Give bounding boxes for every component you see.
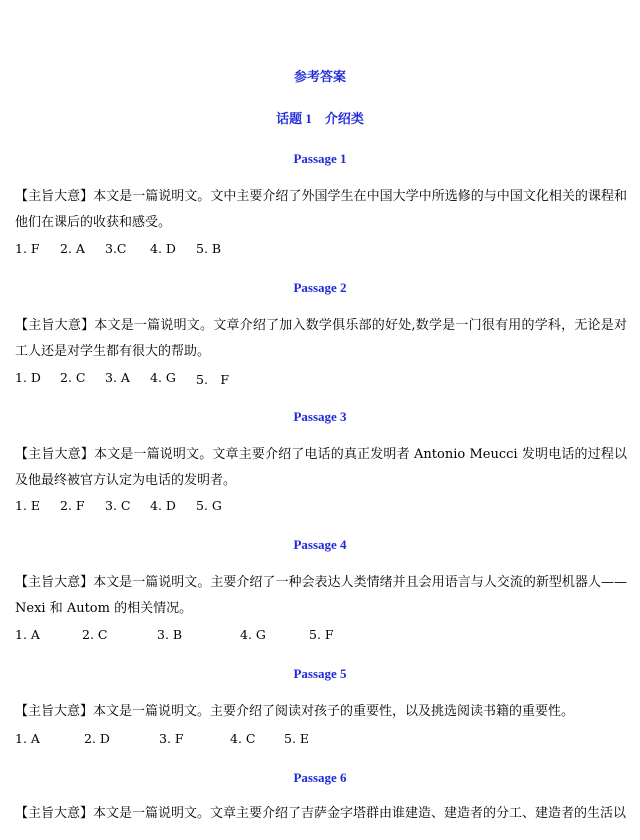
passage-4-heading: Passage 4 <box>293 537 347 552</box>
passage-4-summary <box>15 570 627 622</box>
passage-6-summary <box>15 801 627 827</box>
passage-3-summary <box>15 442 627 494</box>
answer-item: 1. A <box>15 627 40 642</box>
answer-item: 2. C <box>82 627 108 642</box>
answer-item: 2. F <box>60 498 85 513</box>
passage-1-summary <box>15 184 627 236</box>
summary-text: 本文是一篇说明文。文章介绍了加入数学俱乐部的好处,数学是一门很有用的学科，无论是对工人还是对学生都有很大的帮助。 <box>15 318 627 359</box>
answer-item: 5. G <box>196 498 222 513</box>
topic-heading: 话题 1 介绍类 <box>276 111 364 126</box>
passage-1-heading: Passage 1 <box>293 151 347 166</box>
answer-item: 2. D <box>84 731 110 746</box>
answer-item: 5. F <box>309 627 334 642</box>
passage-4-answers <box>15 627 627 645</box>
answer-item: 4. D <box>150 241 176 256</box>
summary-text: 本文是一篇说明文。主要介绍了一种会表达人类情绪并且会用语言与人交流的新型机器人——Nexi 和 Autom 的相关情况。 <box>15 575 627 616</box>
passage-5-heading: Passage 5 <box>293 666 347 681</box>
summary-text: 本文是一篇说明文。文章主要介绍了电话的真正发明者 Antonio Meucci 发明电话的过程以及他最终被官方认定为电话的发明者。 <box>15 447 627 488</box>
document-title: 参考答案 <box>293 69 346 84</box>
summary-tag: 【主旨大意】 <box>15 447 94 462</box>
passage-5-answers <box>15 731 627 749</box>
summary-tag: 【主旨大意】 <box>15 806 94 821</box>
passage-2-summary <box>15 313 627 365</box>
summary-tag: 【主旨大意】 <box>15 704 94 719</box>
answer-item: 4. D <box>150 498 176 513</box>
answer-item: 4. G <box>150 370 176 385</box>
summary-text: 本文是一篇说明文。文中主要介绍了外国学生在中国大学中所选修的与中国文化相关的课程和他们在课后的收获和感受。 <box>15 189 627 230</box>
answer-item: 1. D <box>15 370 41 385</box>
summary-text: 本文是一篇说明文。文章主要介绍了吉萨金字塔群由谁建造、建造者的分工、建造者的生活以 <box>93 806 627 821</box>
passage-1-answers <box>15 241 627 259</box>
answer-item: 5. B <box>196 241 222 256</box>
answer-item: 1. E <box>15 498 41 513</box>
answer-item: 3. A <box>105 370 130 385</box>
answer-item: 2. C <box>60 370 86 385</box>
passage-6-heading: Passage 6 <box>293 770 347 785</box>
summary-text: 本文是一篇说明文。主要介绍了阅读对孩子的重要性，以及挑选阅读书籍的重要性。 <box>93 704 575 719</box>
answer-item: 4. C <box>230 731 256 746</box>
answer-item: 3. B <box>157 627 183 642</box>
passage-2-answers <box>15 370 627 388</box>
answer-item: 3.C <box>105 241 127 256</box>
passage-5-summary <box>15 699 627 725</box>
answer-item: 4. G <box>240 627 266 642</box>
passage-2-heading: Passage 2 <box>293 280 347 295</box>
passage-3-heading: Passage 3 <box>293 409 347 424</box>
answer-item: 5. F <box>196 372 230 387</box>
summary-tag: 【主旨大意】 <box>15 189 94 204</box>
answer-item: 2. A <box>60 241 85 256</box>
passage-3-answers <box>15 498 627 516</box>
summary-tag: 【主旨大意】 <box>15 318 95 333</box>
summary-tag: 【主旨大意】 <box>15 575 94 590</box>
answer-item: 3. C <box>105 498 131 513</box>
answer-item: 5. E <box>284 731 310 746</box>
answer-item: 1. F <box>15 241 40 256</box>
answer-item: 3. F <box>159 731 184 746</box>
answer-item: 1. A <box>15 731 40 746</box>
